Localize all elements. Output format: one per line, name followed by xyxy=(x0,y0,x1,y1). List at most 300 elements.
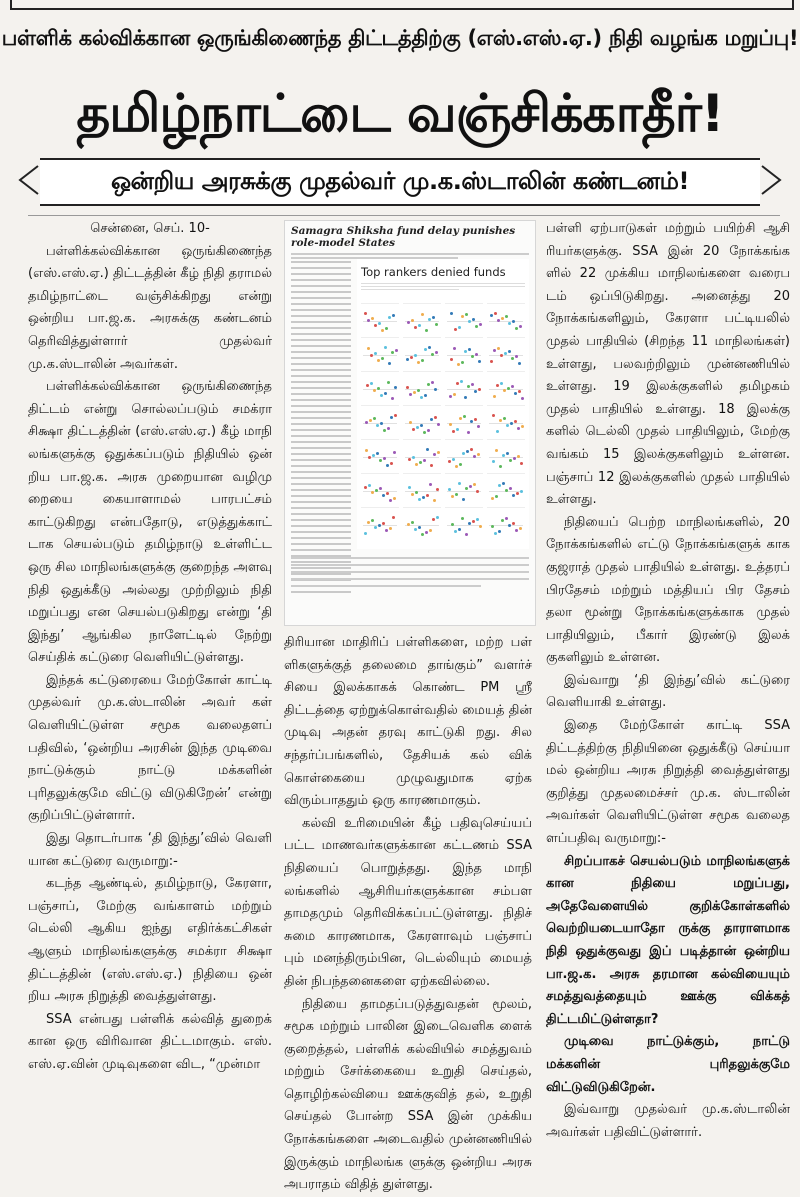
small-multiple-dot xyxy=(408,486,411,489)
small-multiple-dot xyxy=(427,383,430,386)
small-multiple-dot xyxy=(492,414,495,417)
small-multiple-dot xyxy=(494,532,497,535)
small-multiple-dot xyxy=(409,421,412,424)
small-multiple-dot xyxy=(383,457,386,460)
small-multiple-dot xyxy=(453,347,456,350)
small-multiple-dot xyxy=(450,358,453,361)
small-multiple-dot xyxy=(472,318,475,321)
small-multiple-dot xyxy=(414,354,417,357)
small-multiple-dot xyxy=(374,526,377,529)
small-multiple-dot xyxy=(369,419,372,422)
small-multiple-dot xyxy=(388,316,391,319)
small-multiple-dot xyxy=(367,347,370,350)
small-multiple-panel xyxy=(445,303,483,338)
small-multiple-dot xyxy=(390,462,393,465)
small-multiple-dot xyxy=(473,455,476,458)
small-multiple-dot xyxy=(415,491,418,494)
small-multiple-dot xyxy=(515,355,518,358)
top-frame-rule xyxy=(10,0,794,10)
small-multiple-panel xyxy=(445,337,483,372)
small-multiple-dot xyxy=(451,523,454,526)
small-multiple-dot xyxy=(454,328,457,331)
small-multiple-panel xyxy=(487,405,525,440)
clipping-text-block xyxy=(291,261,351,597)
small-multiple-dot xyxy=(376,424,379,427)
small-multiple-dot xyxy=(471,383,474,386)
small-multiple-panel xyxy=(361,371,399,406)
small-multiple-dot xyxy=(421,533,424,536)
small-multiple-dot xyxy=(519,527,522,530)
small-multiple-dot xyxy=(406,386,409,389)
small-multiple-dot xyxy=(510,422,513,425)
small-multiple-dot xyxy=(371,317,374,320)
small-multiple-dot xyxy=(512,522,515,525)
small-multiple-panel xyxy=(361,303,399,338)
small-multiple-dot xyxy=(448,488,451,491)
small-multiple-dot xyxy=(495,449,498,452)
small-multiple-panel xyxy=(361,337,399,372)
small-multiple-dot xyxy=(458,326,461,329)
closing-paragraph: இவ்வாறு முதல்வர் மு.க.ஸ்டாலின் அவர்கள் பதிவிட்டுள்ளார். xyxy=(546,1102,790,1140)
col3-paragraph-4: இதை மேற்கோள் காட்டி SSA திட்டத்திற்கு நிதியினை ஒதுக்கீடு செய்யா மல் ஒன்றிய அரசு நிறுத்தி வைத்துள்ளது குறித்து முதலமைச்சர் மு.க. ஸ்டாலின் அவர்கள் வெளியிட்டுள்ள சமூக வலைத ளப்பதிவு வருமாறு:- xyxy=(546,718,790,847)
small-multiple-dot xyxy=(450,312,453,315)
small-multiple-dot xyxy=(513,457,516,460)
small-multiple-dot xyxy=(476,518,479,521)
small-multiple-dot xyxy=(496,430,499,433)
small-multiple-dot xyxy=(382,522,385,525)
small-multiple-dot xyxy=(449,395,452,398)
small-multiple-dot xyxy=(463,415,466,418)
small-multiple-dot xyxy=(429,483,432,486)
small-multiple-panel xyxy=(403,405,441,440)
small-multiple-dot xyxy=(521,397,524,400)
small-multiple-dot xyxy=(417,389,420,392)
small-multiple-dot xyxy=(500,382,503,385)
small-multiple-dot xyxy=(430,418,433,421)
small-multiple-dot xyxy=(421,313,424,316)
col3-paragraph-2: நிதியைப் பெற்ற மாநிலங்களில், 20 நோக்கங்களில் எட்டு நோக்கங்களுக் காக குஜராத் முதல் பாதியில் உள்ளது. உத்தரப் பிரதேசம் மற்றும் மத்தியப் பிர தேசம் தலா மூன்று நோக்கங்களுக்காக முதல் பாதியிலும், பீகார் இரண்டு இலக் குகளிலும் உள்ளன. xyxy=(546,514,790,666)
small-multiple-dot xyxy=(383,429,386,432)
small-multiple-dot xyxy=(386,464,389,467)
small-multiple-dot xyxy=(449,423,452,426)
quote-paragraph-1: சிறப்பாகச் செயல்படும் மாநிலங்களுக் கான நிதியை மறுப்பது, அதேவேளையில் குறிக்கோள்களில் வெற்றியடையாதோ ருக்கு தாராளமாக நிதி ஒதுக்குவது இப் படித்தான் ஒன்றிய பா.ஜ.க. அரசு தரமான கல்வியையும் சமத்துவத்தையும் ஊக்கு விக்கத் திட்டமிட்டுள்ளதா? xyxy=(546,853,790,1027)
small-multiple-dot xyxy=(468,522,471,525)
small-multiple-dot xyxy=(461,361,464,364)
small-multiple-dot xyxy=(467,431,470,434)
small-multiple-dot xyxy=(458,482,461,485)
small-multiple-dot xyxy=(370,382,373,385)
quote-paragraph-2: முடிவை நாட்டுக்கும், நாட்டு மக்களின் புரிதலுக்குமே விட்டுவிடுகிறேன். xyxy=(546,1034,790,1095)
small-multiple-dot xyxy=(414,326,417,329)
small-multiple-dot xyxy=(490,314,493,317)
small-multiple-panel xyxy=(487,303,525,338)
small-multiple-dot xyxy=(452,458,455,461)
small-multiple-dot xyxy=(379,459,382,462)
small-multiple-dot xyxy=(421,359,424,362)
small-multiple-dot xyxy=(505,315,508,318)
small-multiple-dot xyxy=(376,452,379,455)
small-multiple-dot xyxy=(435,351,438,354)
small-multiple-dot xyxy=(459,417,462,420)
small-multiple-dot xyxy=(520,462,523,465)
small-multiple-panel xyxy=(403,337,441,372)
col1-paragraph-3: இந்தக் கட்டுரையை மேற்கோள் காட்டி முதல்வர் மு.க.ஸ்டாலின் அவர் கள் வெளியிட்டுள்ள சமூக வலைதளப் பதிவில், ‘ஒன்றிய அரசின் இந்த முடிவை நாட்டுக்கும் நாட்டு மக்களின் புரிதலுக்குமே விட்டு விடுகிறேன்’ என்று குறிப்பிட்டுள்ளார். xyxy=(28,672,272,824)
small-multiple-dot xyxy=(467,385,470,388)
small-multiple-dot xyxy=(424,348,427,351)
small-multiple-dot xyxy=(414,528,417,531)
small-multiple-dot xyxy=(384,346,387,349)
small-multiple-dot xyxy=(384,392,387,395)
newspaper-clipping-image xyxy=(284,220,536,626)
small-multiple-dot xyxy=(462,452,465,455)
small-multiple-panel xyxy=(487,439,525,474)
small-multiple-dot xyxy=(493,395,496,398)
small-multiple-dot xyxy=(368,484,371,487)
small-multiple-dot xyxy=(413,391,416,394)
article-column-3 xyxy=(546,218,790,1144)
col2-paragraph-2: கல்வி உரிமையின் கீழ் பதிவுசெய்யப் பட்ட மாணவர்களுக்கான கட்டணம் SSA நிதியைப் பொறுத்தது. இந்த மாநி லங்களில் ஆசிரியர்களுக்கான சம்பள தாமதமும் தெரிவிக்கப்பட்டுள்ளது. நிதிச் சுமை காரணமாக, கேரளாவும் பஞ்சாப் பும் மனந்திரும்பின, டெல்லியும் மையத் தின் நிபந்தனைகளை ஏற்கவில்லை. xyxy=(284,815,532,989)
small-multiple-dot xyxy=(511,385,514,388)
small-multiple-dot xyxy=(411,319,414,322)
small-multiple-dot xyxy=(470,448,473,451)
small-multiple-dot xyxy=(501,317,504,320)
small-multiple-dot xyxy=(425,329,428,332)
article-column-1 xyxy=(28,218,272,1077)
small-multiple-dot xyxy=(392,314,395,317)
small-multiple-dot xyxy=(492,460,495,463)
small-multiple-dot xyxy=(423,459,426,462)
small-multiple-panel xyxy=(361,439,399,474)
small-multiple-panel xyxy=(403,473,441,508)
small-multiple-dot xyxy=(505,517,508,520)
small-multiple-dot xyxy=(496,384,499,387)
small-multiple-dot xyxy=(448,460,451,463)
small-multiple-dot xyxy=(373,417,376,420)
small-multiple-dot xyxy=(434,388,437,391)
small-multiple-panel xyxy=(445,473,483,508)
clipping-graph-title: Top rankers denied funds xyxy=(361,265,506,279)
col2-paragraph-3: நிதியை தாமதப்படுத்துவதன் மூலம், சமூக மற்றும் பாலின இடைவெளிக ளைக் குறைத்தல், பள்ளிக் கல்வியில் சமத்துவம் மற்றும் சேர்க்கையை உறுதி செய்தல், தொழிற்கல்வியை ஊக்குவித் தல், உறுதி செய்தல் போன்ற SSA இன் முக்கிய நோக்கங்களை அடைவதில் முன்னணியில் இருக்கும் மாநிலங்க ளுக்கு ஒன்றிய அரசு அபராதம் விதித் துள்ளது. xyxy=(284,996,532,1193)
col3-paragraph-1: பள்ளி ஏற்பாடுகள் மற்றும் பயிற்சி ஆசி ரியர்களுக்கு. SSA இன் 20 நோக்கங்க ளில் 22 முக்கிய மாநிலங்களை வரைப டம் ஒப்பிடுகிறது. அனைத்து 20 நோக்கங்களிலும், கேரளா பட்டியலில் முதல் பாதியில் (சிறந்த 11 மாநிலங்கள்) உள்ளது, பலவற்றிலும் முன்னணியில் உள்ளது. 19 இலக்குகளில் தமிழகம் முதல் பாதியில் உள்ளது. 18 இலக்கு களில் டெல்லி முதல் பாதியிலும், மேற்கு வங்கம் 15 இலக்குகளிலும் உள்ளன. பஞ்சாப் 12 இலக்குகளில் முதல் பாதியில் உள்ளது. xyxy=(546,221,790,508)
small-multiple-dot xyxy=(436,488,439,491)
banner-right-chevron-icon xyxy=(758,164,784,196)
small-multiple-dot xyxy=(391,397,394,400)
small-multiple-dot xyxy=(432,316,435,319)
small-multiple-dot xyxy=(385,327,388,330)
small-multiple-dot xyxy=(507,387,510,390)
subhead-text: ஒன்றிய அரசுக்கு முதல்வர் மு.க.ஸ்டாலின் கண்டனம்! xyxy=(110,166,690,195)
small-multiple-dot xyxy=(366,384,369,387)
small-multiple-dot xyxy=(458,528,461,531)
small-multiple-dot xyxy=(499,465,502,468)
small-multiple-dot xyxy=(391,351,394,354)
small-multiple-dot xyxy=(512,320,515,323)
small-multiple-dot xyxy=(406,358,409,361)
small-multiple-dot xyxy=(429,529,432,532)
small-multiple-dot xyxy=(515,529,518,532)
small-multiple-panel xyxy=(445,439,483,474)
small-multiple-dot xyxy=(364,486,367,489)
small-multiple-dot xyxy=(497,319,500,322)
small-multiple-panel xyxy=(487,473,525,508)
small-multiple-dot xyxy=(365,421,368,424)
small-multiple-dot xyxy=(395,349,398,352)
small-multiple-dot xyxy=(380,422,383,425)
small-multiple-dot xyxy=(455,465,458,468)
small-multiple-panel xyxy=(487,337,525,372)
small-multiple-dot xyxy=(469,485,472,488)
clipping-footer-lines xyxy=(291,557,529,592)
small-multiple-dot xyxy=(509,459,512,462)
small-multiple-dot xyxy=(381,357,384,360)
small-multiple-dot xyxy=(498,484,501,487)
clipping-graphic xyxy=(357,259,529,549)
small-multiple-dot xyxy=(474,390,477,393)
small-multiple-dot xyxy=(373,389,376,392)
clipping-graph-deck xyxy=(357,283,529,290)
col1-paragraph-2: பள்ளிக்கல்விக்கான ஒருங்கிணைந்த திட்டம் என்று சொல்லப்படும் சமக்ரா சிக்ஷா திட்டத்தின் (எஸ்.எஸ்.ஏ.) கீழ் மாநி லங்களுக்கு ஒதுக்கப்படும் நிதியில் ஒன் றிய பா.ஜ.க. அரசு முறையான வழிமு றையை கையாளாமல் பாரபட்சம் காட்டுகிறது என்பதோடு, எடுத்துக்காட் டாக செயல்படும் தமிழ்நாடு உள்ளிட்ட ஒரு சில மாநிலங்களுக்கு குறைந்த அளவு நிதி ஒதுக்கீடு அல்லது முற்றிலும் நிதி மறுப்பது என செயல்படுகிறது என்று ‘தி இந்து’ ஆங்கில நாளேட்டில் நேற்று செய்திக் கட்டுரை வெளியிட்டுள்ளது. xyxy=(28,379,272,666)
small-multiple-dot xyxy=(409,393,412,396)
small-multiple-dot xyxy=(512,494,515,497)
small-multiple-dot xyxy=(454,530,457,533)
small-multiple-dot xyxy=(452,430,455,433)
small-multiple-dot xyxy=(372,454,375,457)
small-multiple-dot xyxy=(389,527,392,530)
small-multiple-dot xyxy=(461,315,464,318)
small-multiple-dot xyxy=(394,414,397,417)
col1-paragraph-4: இது தொடர்பாக ‘தி இந்து’வில் வெளி யான கட்டுரை வருமாறு:- xyxy=(28,831,272,869)
small-multiple-dot xyxy=(410,356,413,359)
small-multiple-dot xyxy=(393,497,396,500)
small-multiple-dot xyxy=(387,427,390,430)
small-multiple-panel xyxy=(403,439,441,474)
small-multiple-dot xyxy=(473,483,476,486)
small-multiple-dot xyxy=(475,325,478,328)
small-multiple-panel xyxy=(403,507,441,542)
small-multiple-dot xyxy=(370,354,373,357)
small-multiple-dot xyxy=(380,394,383,397)
small-multiple-dot xyxy=(411,521,414,524)
small-multiple-dot xyxy=(435,323,438,326)
small-multiple-dot xyxy=(464,350,467,353)
kicker-headline: பள்ளிக் கல்விக்கான ஒருங்கிணைந்த திட்டத்திற்கு (எஸ்.எஸ்.ஏ.) நிதி வழங்க மறுப்பு! xyxy=(1,26,799,50)
small-multiple-dot xyxy=(412,456,415,459)
small-multiple-dot xyxy=(491,525,494,528)
small-multiple-dot xyxy=(419,461,422,464)
small-multiple-dot xyxy=(434,416,437,419)
small-multiple-dot xyxy=(475,353,478,356)
small-multiple-dot xyxy=(461,517,464,520)
small-multiple-dot xyxy=(407,321,410,324)
small-multiple-dot xyxy=(476,490,479,493)
small-multiple-dot xyxy=(516,492,519,495)
small-multiple-dot xyxy=(377,359,380,362)
small-multiple-dot xyxy=(520,490,523,493)
small-multiple-dot xyxy=(456,382,459,385)
small-multiple-dot xyxy=(459,463,462,466)
small-multiple-dot xyxy=(420,424,423,427)
small-multiple-dot xyxy=(503,389,506,392)
small-multiple-dot xyxy=(408,458,411,461)
small-multiple-dot xyxy=(453,393,456,396)
small-multiple-dot xyxy=(506,452,509,455)
small-multiple-dot xyxy=(518,362,521,365)
small-multiple-panel xyxy=(445,507,483,542)
small-multiple-dot xyxy=(374,352,377,355)
small-multiple-dot xyxy=(466,450,469,453)
small-multiple-dot xyxy=(423,431,426,434)
small-multiple-dot xyxy=(379,487,382,490)
small-multiple-dot xyxy=(375,489,378,492)
small-multiple-dot xyxy=(471,355,474,358)
col2-paragraph-1: திரியான மாதிரிப் பள்ளிகளை, மற்ற பள் ளிகளுக்குத் தலைமை தாங்கும்” வளர்ச் சியை இலக்காகக் கொண்ட PM ஸ்ரீ திட்டத்தை ஏற்றுக்கொள்வதில் மையத் தின் முடிவு அதன் தரவு காட்டுகி றது. சில சந்தர்ப்பங்களில், தேசியக் கல் விக் கொள்கையை முழுவதுமாக ஏற்க விரும்பாததும் ஒரு காரணமாகும். xyxy=(284,635,532,809)
small-multiple-panel xyxy=(403,303,441,338)
small-multiple-dot xyxy=(426,494,429,497)
col1-paragraph-6: SSA என்பது பள்ளிக் கல்வித் துறைக் கான ஒரு விரிவான திட்டமாகும். எஸ். எஸ்.ஏ.வின் முடிவுகளை விட, “முன்மா xyxy=(28,1011,272,1072)
small-multiple-dot xyxy=(368,456,371,459)
small-multiple-dot xyxy=(374,324,377,327)
small-multiple-dot xyxy=(418,498,421,501)
small-multiple-dot xyxy=(386,492,389,495)
col3-paragraph-3: இவ்வாறு ‘தி இந்து’வில் கட்டுரை வெளியாகி உள்ளது. xyxy=(546,672,790,711)
small-multiple-dot xyxy=(464,396,467,399)
small-multiple-dot xyxy=(468,348,471,351)
small-multiple-dot xyxy=(493,349,496,352)
small-multiple-dot xyxy=(479,323,482,326)
small-multiple-dot xyxy=(388,362,391,365)
small-multiple-dot xyxy=(508,524,511,527)
small-multiple-dot xyxy=(494,312,497,315)
small-multiple-dot xyxy=(517,455,520,458)
small-multiple-dot xyxy=(511,357,514,360)
small-multiple-dot xyxy=(502,482,505,485)
small-multiple-dot xyxy=(428,346,431,349)
small-multiple-dot xyxy=(364,532,367,535)
small-multiple-dot xyxy=(490,360,493,363)
small-multiple-panel xyxy=(487,371,525,406)
small-multiple-dot xyxy=(477,425,480,428)
small-multiple-dot xyxy=(470,420,473,423)
dateline: சென்னை, செப். 10- xyxy=(90,221,210,236)
small-multiple-dot xyxy=(411,493,414,496)
small-multiple-dot xyxy=(515,327,518,330)
small-multiple-panel xyxy=(361,405,399,440)
small-multiple-dot xyxy=(436,516,439,519)
small-multiple-dot xyxy=(503,417,506,420)
small-multiple-dot xyxy=(514,420,517,423)
small-multiple-dot xyxy=(422,496,425,499)
small-multiple-dot xyxy=(389,499,392,502)
small-multiple-dot xyxy=(478,360,481,363)
small-multiple-dot xyxy=(378,524,381,527)
small-multiple-dot xyxy=(393,451,396,454)
col1-paragraph-1: பள்ளிக்கல்விக்கான ஒருங்கிணைந்த (எஸ்.எஸ்.ஏ.) திட்டத்தின் கீழ் நிதி தராமல் தமிழ்நாட்டை வஞ்சிக்கிறது என்று ஒன்றிய பா.ஜ.க. அரசுக்கு கண்டனம் தெரிவித்துள்ளார் முதல்வர் மு.க.ஸ்டாலின் அவர்கள். xyxy=(28,243,272,372)
small-multiple-dot xyxy=(381,329,384,332)
small-multiple-dot xyxy=(506,424,509,427)
small-multiple-dot xyxy=(390,416,393,419)
small-multiple-dot xyxy=(505,489,508,492)
small-multiple-panel xyxy=(361,473,399,508)
small-multiple-dot xyxy=(392,516,395,519)
small-multiple-dot xyxy=(377,387,380,390)
small-multiple-dot xyxy=(364,312,367,315)
small-multiple-dot xyxy=(501,519,504,522)
small-multiple-dot xyxy=(412,428,415,431)
small-multiple-dot xyxy=(416,426,419,429)
small-multiple-dot xyxy=(426,448,429,451)
subhead-banner xyxy=(40,158,760,206)
small-multiple-dot xyxy=(432,518,435,521)
small-multiple-dot xyxy=(519,325,522,328)
small-multiple-dot xyxy=(365,449,368,452)
small-multiple-dot xyxy=(477,453,480,456)
small-multiple-dot xyxy=(468,320,471,323)
small-multiple-dot xyxy=(437,451,440,454)
small-multiple-dot xyxy=(455,493,458,496)
small-multiple-dot xyxy=(514,392,517,395)
small-multiple-dot xyxy=(499,419,502,422)
small-multiple-dot xyxy=(504,352,507,355)
banner-left-chevron-icon xyxy=(16,164,42,196)
small-multiple-panel xyxy=(487,507,525,542)
main-headline: தமிழ்நாட்டை வஞ்சிக்காதீர்! xyxy=(76,84,724,144)
small-multiple-dot xyxy=(437,423,440,426)
small-multiple-dot xyxy=(498,530,501,533)
col1-paragraph-5: கடந்த ஆண்டில், தமிழ்நாடு, கேரளா, பஞ்சாப், மேற்கு வங்காளம் மற்றும் டெல்லி ஆகிய ஐந்து எதிர்க்கட்சிகள் ஆளும் மாநிலங்களுக்கு சமக்ரா சிக்ஷா திட்டத்தின் (எஸ்.எஸ்.ஏ.) நிதியை ஒன் றிய அரசு நிறுத்தி வைத்துள்ளது. xyxy=(28,876,272,1005)
small-multiple-dot xyxy=(465,487,468,490)
small-multiple-dot xyxy=(497,347,500,350)
article-column-2 xyxy=(284,632,532,1197)
small-multiple-dot xyxy=(462,498,465,501)
small-multiple-dot xyxy=(457,363,460,366)
small-multiple-dot xyxy=(425,531,428,534)
small-multiple-dot xyxy=(433,499,436,502)
small-multiple-dot xyxy=(472,520,475,523)
small-multiple-dot xyxy=(465,533,468,536)
small-multiple-dot xyxy=(509,487,512,490)
small-multiple-panel xyxy=(361,507,399,542)
section-divider xyxy=(28,215,780,216)
small-multiple-panel xyxy=(403,371,441,406)
small-multiple-dot xyxy=(502,454,505,457)
small-multiple-dot xyxy=(428,318,431,321)
small-multiple-dot xyxy=(417,361,420,364)
small-multiple-dot xyxy=(431,381,434,384)
small-multiple-dot xyxy=(427,429,430,432)
small-multiple-dot xyxy=(418,526,421,529)
small-multiple-dot xyxy=(491,497,494,500)
small-multiple-dot xyxy=(456,428,459,431)
small-multiple-panel xyxy=(445,371,483,406)
small-multiple-dot xyxy=(479,525,482,528)
small-multiple-dot xyxy=(500,354,503,357)
small-multiple-dot xyxy=(508,350,511,353)
small-multiple-dot xyxy=(371,491,374,494)
small-multiple-dot xyxy=(387,381,390,384)
small-multiple-dot xyxy=(407,523,410,526)
small-multiple-dot xyxy=(424,394,427,397)
clipping-title: Samagra Shiksha fund delay punishes role-model States xyxy=(291,225,516,249)
small-multiple-dot xyxy=(385,529,388,532)
small-multiple-dot xyxy=(517,427,520,430)
small-multiple-dot xyxy=(495,495,498,498)
small-multiple-dot xyxy=(367,319,370,322)
small-multiple-dot xyxy=(430,464,433,467)
small-multiple-dot xyxy=(465,313,468,316)
small-multiple-dot xyxy=(431,353,434,356)
small-multiple-dot xyxy=(451,495,454,498)
small-multiple-dot xyxy=(394,386,397,389)
